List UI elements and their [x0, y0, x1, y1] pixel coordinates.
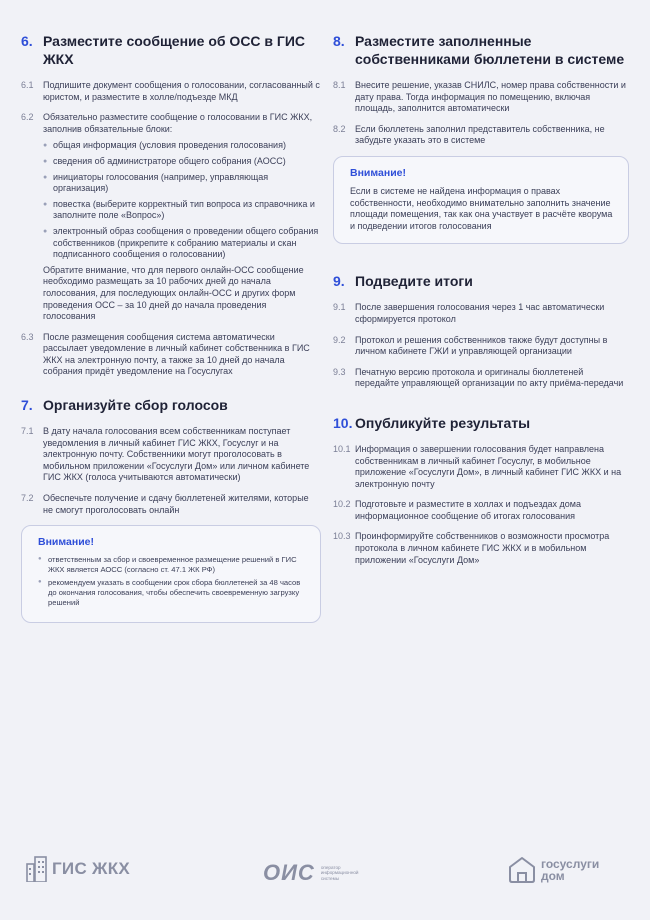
item-number: 6.2	[21, 112, 34, 123]
house-icon	[508, 856, 536, 884]
ois-logo	[263, 860, 365, 886]
item-8-2	[333, 124, 629, 147]
section-10	[333, 414, 629, 566]
section-7-header	[21, 396, 321, 414]
item-8-1	[333, 80, 629, 115]
attention-text: Если в системе не найдена информация о правах собственности, необходимо внимательно заполнить значение площади помещения, так как она участвует в расчёте кворума и подведении итогов голосования	[350, 185, 613, 231]
section-8-header	[333, 32, 629, 68]
item-number: 8.2	[333, 123, 346, 134]
item-9-3	[333, 367, 629, 390]
item-number: 9.1	[333, 302, 346, 313]
section-number: 10.	[333, 414, 353, 431]
gis-logo-text: ГИС ЖКХ	[52, 859, 131, 878]
section-7	[21, 396, 321, 623]
footer	[0, 850, 650, 900]
item-9-1	[333, 302, 629, 325]
ois-logo-subtitle: оператор информационной системы	[320, 864, 359, 881]
gu-logo-line2: дом	[541, 869, 565, 883]
item-10-1	[333, 444, 629, 490]
bullet-text: общая информация (условия проведения голосования)	[53, 140, 286, 151]
bullet-text: рекомендуем указать в сообщении срок сбора бюллетеней за 48 часов до окончания голосования, чтобы обеспечить своевременную загрузку решений	[48, 578, 301, 607]
item-number: 8.1	[333, 80, 346, 90]
item-number: 9.2	[333, 334, 346, 345]
section-10-header	[333, 414, 629, 432]
section-title: Подведите итоги	[355, 273, 473, 290]
item-number: 10.2	[333, 499, 351, 510]
attention-box	[21, 525, 321, 623]
item-text: После завершения голосования через 1 час автоматически сформируется протокол	[355, 302, 605, 324]
left-column	[21, 32, 321, 641]
attention-title: Внимание!	[38, 536, 94, 549]
item-number: 9.3	[333, 366, 346, 377]
bullet-icon: ●	[43, 200, 48, 208]
item-text: Подготовьте и разместите в холлах и подъездах дома информационное сообщение об итогах голосования	[355, 499, 582, 521]
item-text: Обеспечьте получение и сдачу бюллетеней жителями, которые не смогут проголосовать онлайн	[43, 493, 309, 515]
list-item	[43, 226, 321, 261]
gis-zhkh-logo	[26, 856, 130, 882]
section-title: Разместите заполненные собственниками бюллетени в системе	[355, 33, 625, 67]
bullet-icon: ●	[38, 579, 42, 586]
item-number: 10.3	[333, 531, 351, 542]
bullet-icon: ●	[43, 173, 48, 181]
bullet-text: сведения об администраторе общего собрания (АОСС)	[53, 155, 286, 166]
item-text: В дату начала голосования всем собственникам поступает уведомления в личный кабинет ГИС ЖКХ, Госуслуг и на электронную почту. Собственники могут проголосовать в мобильном приложении «Госуслуги Дом» или личном кабинете ГИС ЖКХ (голоса учитываются автоматически)	[43, 426, 310, 483]
gosuslugi-dom-logo	[508, 856, 599, 884]
item-number: 7.2	[21, 493, 34, 504]
list-item	[43, 172, 321, 195]
item-9-2	[333, 335, 629, 358]
item-text: Внесите решение, указав СНИЛС, номер права собственности и дату права. Тогда информация по помещению, включая площадь, заполнится автоматически	[355, 80, 626, 114]
item-text: Информация о завершении голосования будет направлена собственникам в личный кабинет Госуслуг, в мобильное приложение «Госуслуги Дом», в личный кабинет ГИС ЖКХ и на электронную почту	[355, 443, 622, 489]
ois-logo-text: ОИС	[263, 860, 315, 885]
section-number: 7.	[21, 397, 33, 414]
bullet-icon: ●	[43, 142, 48, 150]
section-9-header	[333, 272, 629, 290]
bullet-text: инициаторы голосования (например, управляющая организация)	[53, 171, 269, 194]
list-item	[38, 578, 307, 607]
item-text: Протокол и решения собственников также будут доступны в личном кабинете ГЖИ и управляющей организации	[355, 334, 608, 357]
section-8	[333, 32, 629, 244]
list-item	[43, 140, 321, 152]
list-item	[38, 555, 307, 574]
item-text: Печатную версию протокола и оригиналы бюллетеней передайте управляющей организации по акту приёма-передачи	[355, 366, 624, 389]
section-number: 6.	[21, 33, 33, 49]
bullet-icon: ●	[43, 227, 48, 235]
bullet-text: повестка (выберите корректный тип вопроса из справочника и заполните поле «Вопрос»)	[53, 198, 315, 221]
bullet-text: электронный образ сообщения о проведении общего собрания собственников (прикрепите к собранию материалы и скан подписанного сообщения о голосовании)	[53, 225, 319, 260]
item-10-3	[333, 531, 629, 566]
item-text: Подпишите документ сообщения о голосовании, согласованный с юристом, и разместите в холле/подъезде МКД	[43, 80, 320, 102]
bullet-list	[43, 140, 321, 260]
gu-logo-line1: госуслуги	[541, 857, 600, 871]
item-text: Если бюллетень заполнил представитель собственника, не забудьте указать это в системе	[355, 123, 605, 146]
item-text: После размещения сообщения система автоматически рассылает уведомление в личный кабинет собственника в ГИС ЖКХ на электронную почту, а также за 10 дней до начала собрания придёт уведомление на Госуслугах	[43, 331, 310, 377]
item-10-2	[333, 499, 629, 522]
bullet-text: ответственным за сбор и своевременное размещение решений в ГИС ЖКХ является АОСС (согласно ст. 47.1 ЖК РФ)	[48, 555, 297, 574]
item-number: 10.1	[333, 443, 351, 454]
item-text: Проинформируйте собственников о возможности просмотра протокола в личном кабинете ГИС ЖКХ и в мобильном приложении «Госуслуги Дом»	[355, 531, 610, 565]
attention-title: Внимание!	[350, 166, 406, 179]
section-6-header	[21, 32, 321, 68]
list-item	[43, 156, 321, 168]
section-9	[333, 272, 629, 390]
list-item	[43, 199, 321, 222]
section-number: 9.	[333, 273, 345, 290]
item-6-3	[21, 332, 321, 378]
item-number: 7.1	[21, 426, 34, 437]
right-column	[333, 32, 629, 584]
item-number: 6.1	[21, 80, 34, 90]
section-title: Организуйте сбор голосов	[43, 397, 228, 414]
item-6-2	[21, 112, 321, 323]
building-icon	[26, 856, 48, 882]
item-note: Обратите внимание, что для первого онлайн-ОСС сообщение необходимо размещать за 10 рабочих дней до начала голосования, для последующих онлайн-ОСС и других форм проведения ОСС – за 10 дней до начала проведения голосования	[43, 264, 304, 322]
section-number: 8.	[333, 33, 345, 49]
bullet-icon: ●	[38, 556, 42, 563]
section-6	[21, 32, 321, 378]
section-title: Разместите сообщение об ОСС в ГИС ЖКХ	[43, 33, 306, 67]
attention-box	[333, 156, 629, 244]
item-number: 6.3	[21, 331, 34, 342]
bullet-icon: ●	[43, 157, 48, 165]
item-7-2	[21, 493, 321, 516]
section-title: Опубликуйте результаты	[355, 414, 531, 431]
item-text: Обязательно разместите сообщение о голосовании в ГИС ЖКХ, заполнив обязательные блоки:	[43, 112, 313, 134]
item-7-1	[21, 426, 321, 484]
item-6-1	[21, 80, 321, 103]
